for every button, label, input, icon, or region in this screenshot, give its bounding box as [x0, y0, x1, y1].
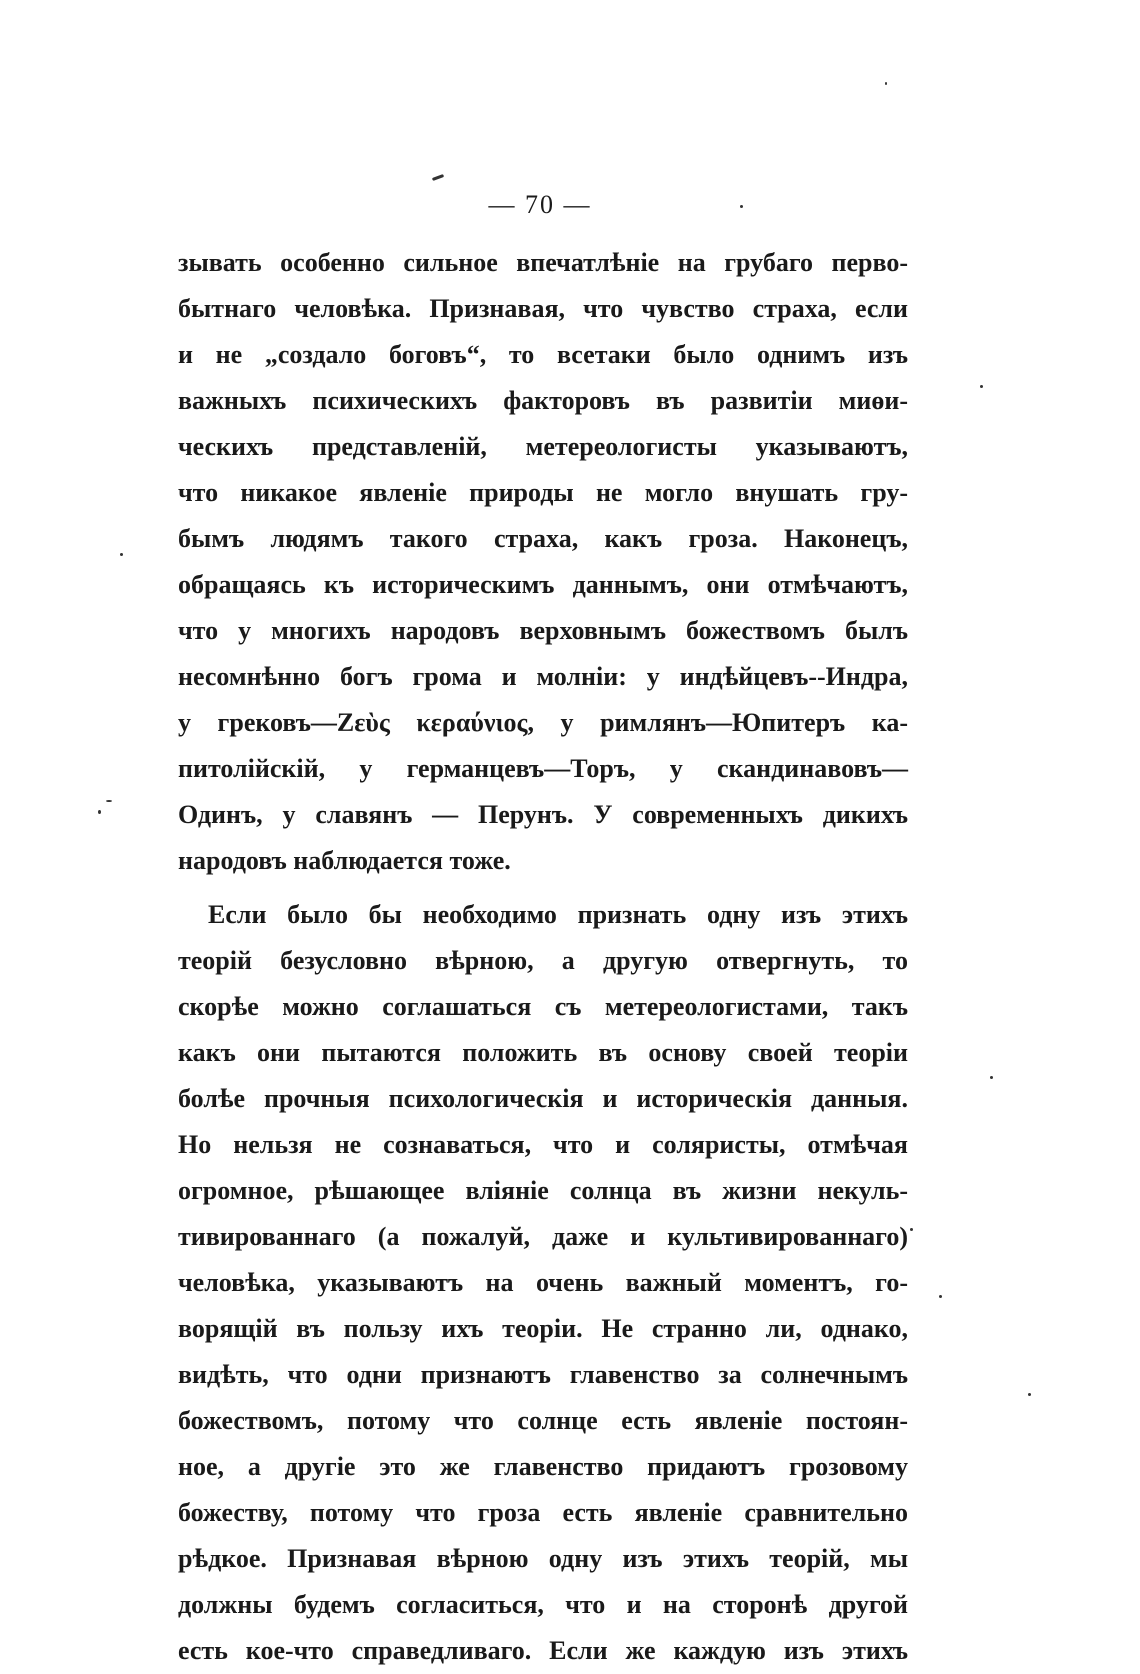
text-line: бытнаго человѣка. Признавая, что чувство страха, если [178, 294, 908, 323]
scan-speck [120, 553, 123, 556]
text-line: что у многихъ народовъ верховнымъ божествомъ былъ [178, 616, 908, 645]
text-line: какъ они пытаются положить въ основу своей теоріи [178, 1038, 908, 1067]
text-line: бымъ людямъ такого страха, какъ гроза. Наконецъ, [178, 524, 908, 553]
text-line: рѣдкое. Признавая вѣрною одну изъ этихъ теорій, мы [178, 1544, 908, 1573]
text-line: божеству, потому что гроза есть явленіе сравнительно [178, 1498, 908, 1527]
text-line: обращаясь къ историческимъ даннымъ, они отмѣчаютъ, [178, 570, 908, 599]
scan-speck [432, 174, 444, 181]
text-line: есть кое-что справедливаго. Если же каждую изъ этихъ [178, 1636, 908, 1665]
page-number: — 70 — [488, 190, 592, 219]
text-line: зывать особенно сильное впечатлѣніе на грубаго перво- [178, 248, 908, 277]
scan-speck [980, 385, 983, 388]
scan-speck [106, 800, 112, 802]
text-line: у грековъ—Ζεὺς κεραύνιος, у римлянъ—Юпитеръ ка- [178, 708, 908, 737]
text-line: скорѣе можно соглашаться съ метереологистами, такъ [178, 992, 908, 1021]
text-line: огромное, рѣшающее вліяніе солнца въ жизни некуль- [178, 1176, 908, 1205]
scan-speck [885, 82, 887, 85]
scan-speck [990, 1076, 993, 1079]
scan-speck [740, 205, 743, 208]
scan-speck [98, 810, 101, 814]
scan-speck [1028, 1393, 1031, 1396]
text-line: несомнѣнно богъ грома и молніи: у индѣйцевъ--Индра, [178, 662, 908, 691]
text-line: народовъ наблюдается тоже. [178, 846, 511, 875]
text-line: что никакое явленіе природы не могло внушать гру- [178, 478, 908, 507]
text-line: питолійскій, у германцевъ—Торъ, у скандинавовъ— [178, 754, 908, 783]
text-line: Если было бы необходимо признать одну изъ этихъ [208, 900, 908, 929]
text-line: и не „создало боговъ“, то всетаки было однимъ изъ [178, 340, 908, 369]
text-line: ное, а другіе это же главенство придаютъ грозовому [178, 1452, 908, 1481]
text-line: божествомъ, потому что солнце есть явленіе постоян- [178, 1406, 908, 1435]
text-line: важныхъ психическихъ факторовъ въ развитіи миөи- [178, 386, 908, 415]
text-line: должны будемъ согласиться, что и на сторонѣ другой [178, 1590, 908, 1619]
text-line: Но нельзя не сознаваться, что и соляристы, отмѣчая [178, 1130, 908, 1159]
scan-speck [939, 1295, 942, 1298]
text-line: Одинъ, у славянъ — Перунъ. У современныхъ дикихъ [178, 800, 908, 829]
text-line: болѣе прочныя психологическія и историческія данныя. [178, 1084, 908, 1113]
text-line: человѣка, указываютъ на очень важный моментъ, го- [178, 1268, 908, 1297]
scan-speck [910, 1228, 913, 1231]
text-line: теорій безусловно вѣрною, а другую отвергнуть, то [178, 946, 908, 975]
text-line: тивированнаго (а пожалуй, даже и культивированнаго) [178, 1222, 908, 1251]
paragraph-1 [178, 240, 908, 884]
text-line: ворящій въ пользу ихъ теоріи. Не странно ли, однако, [178, 1314, 908, 1343]
text-line: ческихъ представленій, метереологисты указываютъ, [178, 432, 908, 461]
text-line: видѣть, что одни признаютъ главенство за солнечнымъ [178, 1360, 908, 1389]
paragraph-2 [178, 892, 908, 1674]
paragraph-gap [178, 884, 908, 892]
body-text [178, 240, 908, 1674]
